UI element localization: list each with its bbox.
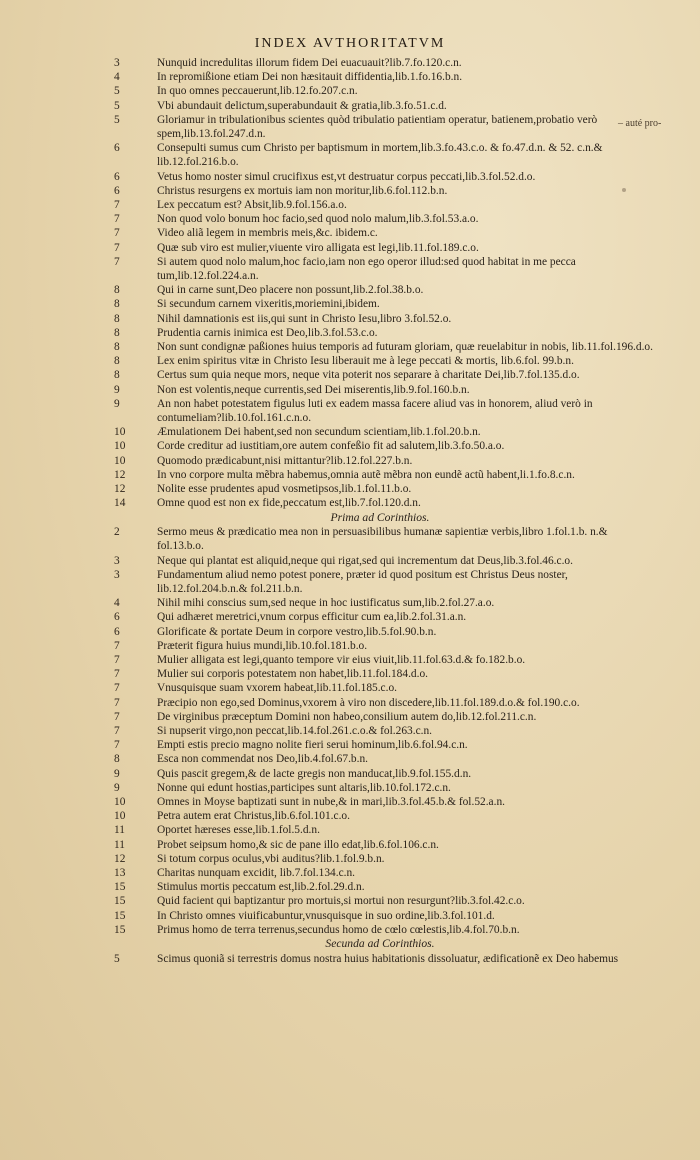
citation-text: Scimus quoniã si terrestris domus nostra huius habitationis dissoluatur, ædificationẽ ex Deo habemus — [157, 952, 619, 965]
chapter-number: 9 — [114, 767, 120, 780]
index-entry — [0, 625, 700, 639]
index-entry — [0, 226, 700, 240]
chapter-number: 8 — [114, 312, 120, 325]
index-entry — [0, 809, 700, 823]
citation-text: Nunquid incredulitas illorum fidem Dei euacuauit?lib.7.fo.120.c.n. — [157, 57, 462, 69]
index-entry — [0, 639, 700, 653]
citation-text: Nonne qui edunt hostias,participes sunt altaris,lib.10.fol.172.c.n. — [157, 781, 451, 794]
citation-text: Omne quod est non ex fide,peccatum est,lib.7.fol.120.d.n. — [157, 497, 421, 510]
citation-text: Oportet hæreses esse,lib.1.fol.5.d.n. — [157, 824, 320, 837]
citation-text: Mulier sui corporis potestatem non habet,lib.11.fol.184.d.o. — [157, 668, 429, 681]
citation-text: In quo omnes peccauerunt,lib.12.fo.207.c.n. — [157, 85, 358, 98]
index-entry — [0, 425, 700, 439]
index-entry — [0, 439, 700, 453]
citation-text: Quid facient qui baptizantur pro mortuis,si mortui non resurgunt?lib.3.fol.42.c.o. — [157, 895, 525, 908]
citation-text: Nihil mihi conscius sum,sed neque in hoc iustificatus sum,lib.2.fol.27.a.o. — [157, 597, 495, 610]
citation-text: Nolite esse prudentes apud vosmetipsos,lib.1.fol.11.b.o. — [157, 483, 412, 496]
index-entry — [0, 596, 700, 610]
citation-text: Lex peccatum est? Absit,lib.9.fol.156.a.o. — [157, 199, 347, 212]
index-entry — [0, 909, 700, 923]
chapter-number: 8 — [114, 341, 120, 354]
citation-text: Vetus homo noster simul crucifixus est,vt destruatur corpus peccati,lib.3.fol.52.d.o. — [157, 170, 536, 183]
chapter-number: 7 — [114, 696, 120, 709]
citation-text: Consepulti sumus cum Christo per baptismum in mortem,lib.3.fo.43.c.o. & fo.47.d.n. & 52. c.n.& lib.12.fol.216.b.o. — [157, 142, 603, 169]
index-entry — [0, 738, 700, 752]
chapter-number: 7 — [114, 682, 120, 695]
chapter-number: 15 — [114, 909, 126, 922]
chapter-number: 8 — [114, 298, 120, 311]
chapter-number: 5 — [114, 113, 120, 126]
chapter-number: 3 — [114, 568, 120, 581]
index-entry — [0, 170, 700, 184]
chapter-number: 8 — [114, 284, 120, 297]
index-entry — [0, 383, 700, 397]
index-entry — [0, 838, 700, 852]
citation-text: Qui adhæret meretrici,vnum corpus efficitur cum ea,lib.2.fol.31.a.n. — [157, 611, 467, 624]
index-entry — [0, 610, 700, 624]
citation-text: Quomodo prædicabunt,nisi mittantur?lib.12.fol.227.b.n. — [157, 454, 413, 467]
index-entry — [0, 141, 700, 169]
chapter-number: 7 — [114, 639, 120, 652]
chapter-number: 9 — [114, 383, 120, 396]
citation-text: Quis pascit gregem,& de lacte gregis non manducat,lib.9.fol.155.d.n. — [157, 767, 472, 780]
chapter-number: 13 — [114, 866, 126, 879]
chapter-number: 7 — [114, 199, 120, 212]
chapter-number: 5 — [114, 85, 120, 98]
index-entry — [0, 724, 700, 738]
citation-text: Prudentia carnis inimica est Deo,lib.3.fol.53.c.o. — [157, 326, 378, 339]
chapter-number: 8 — [114, 326, 120, 339]
citation-text: Vnusquisque suam vxorem habeat,lib.11.fol.185.c.o. — [157, 682, 398, 695]
index-entry — [0, 84, 700, 98]
chapter-number: 9 — [114, 397, 120, 410]
index-entry — [0, 852, 700, 866]
chapter-number: 11 — [114, 824, 125, 837]
citation-text: Qui in carne sunt,Deo placere non possunt,lib.2.fol.38.b.o. — [157, 284, 424, 297]
index-entry — [0, 354, 700, 368]
chapter-number: 8 — [114, 753, 120, 766]
citation-text: Certus sum quia neque mors, neque vita poterit nos separare à charitate Dei,lib.7.fol.135.d.o. — [157, 369, 580, 382]
chapter-number: 6 — [114, 170, 120, 183]
chapter-number: 7 — [114, 213, 120, 226]
index-entry — [0, 70, 700, 84]
index-entry — [0, 312, 700, 326]
index-entry — [0, 681, 700, 695]
citation-text: Corde creditur ad iustitiam,ore autem confeßio fit ad salutem,lib.3.fo.50.a.o. — [157, 440, 505, 453]
index-entry — [0, 752, 700, 766]
citation-text: Probet seipsum homo,& sic de pane illo edat,lib.6.fol.106.c.n. — [157, 838, 439, 851]
index-entry — [0, 326, 700, 340]
index-entry — [0, 397, 700, 425]
chapter-number: 12 — [114, 483, 126, 496]
chapter-number: 11 — [114, 838, 125, 851]
chapter-number: 12 — [114, 468, 126, 481]
citation-text: Præterit figura huius mundi,lib.10.fol.181.b.o. — [157, 639, 368, 652]
index-entry — [0, 767, 700, 781]
index-entry — [0, 795, 700, 809]
chapter-number: 7 — [114, 710, 120, 723]
index-entry — [0, 368, 700, 382]
index-entry — [0, 198, 700, 212]
citation-text: Vbi abundauit delictum,superabundauit & gratia,lib.3.fo.51.c.d. — [157, 99, 447, 112]
chapter-number: 6 — [114, 625, 120, 638]
chapter-number: 8 — [114, 355, 120, 368]
index-entry — [0, 297, 700, 311]
chapter-number: 5 — [114, 952, 120, 965]
index-entry — [0, 184, 700, 198]
index-entry — [0, 99, 700, 113]
section-heading: Secunda ad Corinthios. — [325, 936, 435, 950]
citation-text: Sermo meus & prædicatio mea non in persuasibilibus humanæ sapientiæ verbis,libro 1.fol.1.b. n.& fol.13.b.o. — [157, 526, 608, 553]
chapter-number: 7 — [114, 724, 120, 737]
citation-text: Non est volentis,neque currentis,sed Dei miserentis,lib.9.fol.160.b.n. — [157, 383, 470, 396]
chapter-number: 14 — [114, 497, 126, 510]
citation-text: Neque qui plantat est aliquid,neque qui rigat,sed qui incrementum dat Deus,lib.3.fol.46.c.o. — [157, 554, 573, 567]
chapter-number: 7 — [114, 739, 120, 752]
citation-text: Gloriamur in tribulationibus scientes quòd tribulatio patientiam operatur, batienem,probatio verò spem,lib.13.fol.247.d.n. — [157, 113, 598, 141]
index-entry — [0, 880, 700, 894]
citation-text: Video aliã legem in membris meis,&c. ibidem.c. — [157, 227, 378, 240]
index-entry — [0, 340, 700, 354]
chapter-number: 9 — [114, 781, 120, 794]
index-entry — [0, 496, 700, 510]
chapter-number: 12 — [114, 852, 126, 865]
index-entry — [0, 56, 700, 70]
chapter-number: 15 — [114, 895, 126, 908]
index-entry — [0, 468, 700, 482]
chapter-number: 6 — [114, 184, 120, 197]
chapter-number: 15 — [114, 923, 126, 936]
section-heading: Prima ad Corinthios. — [330, 510, 430, 524]
citation-text: Non quod volo bonum hoc facio,sed quod nolo malum,lib.3.fol.53.a.o. — [157, 213, 479, 226]
index-entry — [0, 823, 700, 837]
citation-text: Præcipio non ego,sed Dominus,vxorem à viro non discedere,lib.11.fol.189.d.o.& fol.190.c.o. — [157, 696, 580, 709]
chapter-number: 3 — [114, 554, 120, 567]
citation-text: Lex enim spiritus vitæ in Christo Iesu liberauit me à lege peccati & mortis, lib.6.fol. 99.b.n. — [157, 355, 574, 368]
index-entry — [0, 212, 700, 226]
chapter-number: 10 — [114, 810, 126, 823]
chapter-number: 7 — [114, 668, 120, 681]
chapter-number: 15 — [114, 881, 126, 894]
citation-text: An non habet potestatem figulus luti ex eadem massa facere aliud vas in honorem, aliud verò in contumeliam?lib.10.fol.161.c.n.o. — [157, 397, 593, 425]
citation-text: Fundamentum aliud nemo potest ponere, præter id quod positum est Christus Deus noster, lib.12.fol.204.b.n.& fol.211.b.n. — [157, 568, 568, 595]
citation-text: In Christo omnes viuificabuntur,vnusquisque in suo ordine,lib.3.fol.101.d. — [157, 909, 495, 922]
citation-text: Primus homo de terra terrenus,secundus homo de cœlo cœlestis,lib.4.fol.70.b.n. — [157, 923, 520, 936]
chapter-number: 6 — [114, 611, 120, 624]
index-entry — [0, 653, 700, 667]
index-entry — [0, 923, 700, 937]
citation-text: Glorificate & portate Deum in corpore vestro,lib.5.fol.90.b.n. — [157, 625, 437, 638]
citation-text: Omnes in Moyse baptizati sunt in nube,& in mari,lib.3.fol.45.b.& fol.52.a.n. — [157, 795, 506, 808]
index-entry — [0, 710, 700, 724]
index-entry — [0, 696, 700, 710]
chapter-number: 8 — [114, 369, 120, 382]
index-entry — [0, 255, 700, 283]
citation-text: In vno corpore multa mẽbra habemus,omnia autẽ mẽbra non eundẽ actũ habent,li.1.fo.8.c.n. — [157, 468, 575, 481]
index-entry — [0, 554, 700, 568]
chapter-number: 10 — [114, 454, 126, 467]
chapter-number: 4 — [114, 597, 120, 610]
citation-text: Si secundum carnem vixeritis,moriemini,ibidem. — [157, 298, 380, 311]
index-entry — [0, 283, 700, 297]
index-entries — [0, 56, 700, 966]
chapter-number: 5 — [114, 99, 120, 112]
chapter-number: 7 — [114, 255, 120, 268]
index-entry — [0, 667, 700, 681]
citation-text: In repromißione etiam Dei non hæsitauit diffidentia,lib.1.fo.16.b.n. — [157, 71, 463, 84]
citation-text: Quæ sub viro est mulier,viuente viro alligata est legi,lib.11.fol.189.c.o. — [157, 241, 479, 254]
chapter-number: 4 — [114, 71, 120, 84]
chapter-number: 3 — [114, 57, 120, 69]
chapter-number: 6 — [114, 142, 120, 155]
citation-text: Charitas nunquam excidit, lib.7.fol.134.c.n. — [157, 866, 356, 879]
citation-text: Esca non commendat nos Deo,lib.4.fol.67.b.n. — [157, 753, 369, 766]
chapter-number: 10 — [114, 440, 126, 453]
citation-text: Si totum corpus oculus,vbi auditus?lib.1.fol.9.b.n. — [157, 852, 385, 865]
chapter-number: 2 — [114, 526, 120, 539]
index-entry — [0, 482, 700, 496]
chapter-number: 7 — [114, 653, 120, 666]
index-entry — [0, 454, 700, 468]
citation-text: Si nupserit virgo,non peccat,lib.14.fol.261.c.o.& fol.263.c.n. — [157, 724, 433, 737]
index-entry — [0, 894, 700, 908]
chapter-number: 7 — [114, 241, 120, 254]
index-entry — [0, 952, 700, 966]
index-entry — [0, 113, 700, 141]
citation-text: Si autem quod nolo malum,hoc facio,iam non ego operor illud:sed quod habitat in me pecca tum,lib.12.fol.224.a.n. — [157, 255, 576, 283]
index-entry — [0, 241, 700, 255]
citation-text: Non sunt condignæ paßiones huius temporis ad futuram gloriam, quæ reuelabitur in nobis, lib.11.fol.196.d.o. — [157, 341, 653, 354]
citation-text: Empti estis precio magno nolite fieri serui hominum,lib.6.fol.94.c.n. — [157, 739, 468, 752]
index-entry — [0, 525, 700, 553]
margin-note: – auté pro- — [618, 118, 662, 129]
citation-text: Petra autem erat Christus,lib.6.fol.101.c.o. — [157, 810, 350, 823]
chapter-number: 10 — [114, 795, 126, 808]
index-entry — [0, 866, 700, 880]
chapter-number: 7 — [114, 227, 120, 240]
index-entry — [0, 568, 700, 596]
citation-text: De virginibus præceptum Domini non habeo,consilium autem do,lib.12.fol.211.c.n. — [157, 710, 537, 723]
citation-text: Stimulus mortis peccatum est,lib.2.fol.29.d.n. — [157, 881, 365, 894]
chapter-number: 10 — [114, 426, 126, 439]
running-head: INDEX AVTHORITATVM — [254, 36, 446, 51]
citation-text: Christus resurgens ex mortuis iam non moritur,lib.6.fol.112.b.n. — [157, 184, 448, 197]
citation-text: Mulier alligata est legi,quanto tempore vir eius viuit,lib.11.fol.63.d.& fo.182.b.o. — [157, 653, 526, 666]
citation-text: Æmulationem Dei habent,sed non secundum scientiam,lib.1.fol.20.b.n. — [157, 426, 481, 439]
index-entry — [0, 781, 700, 795]
citation-text: Nihil damnationis est iis,qui sunt in Christo Iesu,libro 3.fol.52.o. — [157, 312, 452, 325]
